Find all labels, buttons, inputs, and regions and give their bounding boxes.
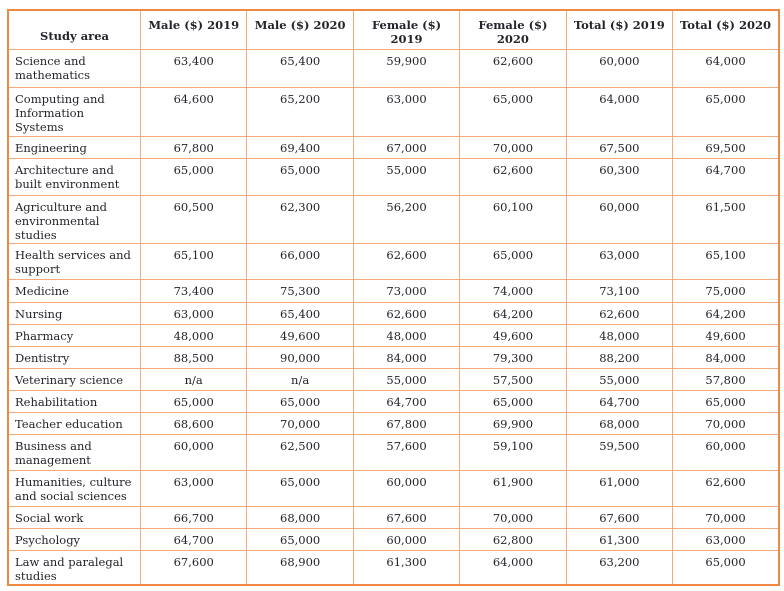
table-row: [8, 302, 779, 324]
study-area-cell: Dentistry: [8, 346, 141, 368]
value-cell: 60,000: [566, 195, 672, 243]
value-cell: 73,000: [353, 279, 459, 302]
value-cell: 62,800: [460, 528, 566, 550]
value-cell: 62,600: [460, 158, 566, 195]
value-cell: 48,000: [566, 324, 672, 346]
value-cell: 65,400: [247, 302, 353, 324]
value-cell: 65,000: [460, 390, 566, 412]
value-cell: 63,400: [141, 49, 247, 87]
study-area-cell: Science and mathematics: [8, 49, 141, 87]
value-cell: 60,000: [566, 49, 672, 87]
study-area-cell: Architecture and built environment: [8, 158, 141, 195]
value-cell: 75,300: [247, 279, 353, 302]
value-cell: 63,000: [141, 302, 247, 324]
table-row: [8, 49, 779, 87]
value-cell: 61,500: [673, 195, 779, 243]
value-cell: 65,200: [247, 87, 353, 136]
table-header: [8, 10, 779, 49]
value-cell: 65,000: [460, 243, 566, 279]
value-cell: 88,200: [566, 346, 672, 368]
value-cell: 62,600: [566, 302, 672, 324]
value-cell: 64,700: [673, 158, 779, 195]
table-row: [8, 87, 779, 136]
value-cell: 63,000: [566, 243, 672, 279]
header-row: [8, 10, 779, 49]
table-row: [8, 506, 779, 528]
study-area-cell: Psychology: [8, 528, 141, 550]
value-cell: 61,300: [353, 550, 459, 585]
value-cell: 73,400: [141, 279, 247, 302]
value-cell: 62,600: [460, 49, 566, 87]
value-cell: 65,000: [247, 390, 353, 412]
value-cell: 65,000: [141, 158, 247, 195]
value-cell: 67,600: [353, 506, 459, 528]
table-row: [8, 195, 779, 243]
value-cell: 65,000: [247, 470, 353, 506]
value-cell: 84,000: [353, 346, 459, 368]
value-cell: 84,000: [673, 346, 779, 368]
value-cell: 60,000: [353, 528, 459, 550]
value-cell: 75,000: [673, 279, 779, 302]
value-cell: 61,000: [566, 470, 672, 506]
column-header: Female ($) 2020: [460, 10, 566, 49]
value-cell: 62,300: [247, 195, 353, 243]
study-area-cell: Computing and Information Systems: [8, 87, 141, 136]
column-header: Female ($) 2019: [353, 10, 459, 49]
column-header-study-area: Study area: [8, 10, 141, 49]
study-area-cell: Rehabilitation: [8, 390, 141, 412]
value-cell: 65,100: [673, 243, 779, 279]
value-cell: 60,300: [566, 158, 672, 195]
value-cell: 60,100: [460, 195, 566, 243]
table-row: [8, 136, 779, 158]
value-cell: 59,900: [353, 49, 459, 87]
value-cell: 55,000: [353, 368, 459, 390]
study-area-cell: Social work: [8, 506, 141, 528]
column-header: Total ($) 2020: [673, 10, 779, 49]
value-cell: 64,000: [566, 87, 672, 136]
value-cell: 64,200: [673, 302, 779, 324]
value-cell: 64,600: [141, 87, 247, 136]
value-cell: 57,600: [353, 434, 459, 470]
value-cell: 64,000: [460, 550, 566, 585]
value-cell: 64,200: [460, 302, 566, 324]
value-cell: 55,000: [566, 368, 672, 390]
study-area-cell: Business and management: [8, 434, 141, 470]
value-cell: 60,000: [141, 434, 247, 470]
value-cell: 65,000: [673, 550, 779, 585]
value-cell: 49,600: [673, 324, 779, 346]
value-cell: 48,000: [353, 324, 459, 346]
table-row: [8, 550, 779, 585]
value-cell: 65,400: [247, 49, 353, 87]
table-row: [8, 243, 779, 279]
value-cell: 65,000: [673, 87, 779, 136]
value-cell: 70,000: [460, 136, 566, 158]
value-cell: 57,800: [673, 368, 779, 390]
value-cell: 70,000: [460, 506, 566, 528]
value-cell: 69,900: [460, 412, 566, 434]
study-area-cell: Pharmacy: [8, 324, 141, 346]
value-cell: 69,500: [673, 136, 779, 158]
value-cell: 68,600: [141, 412, 247, 434]
study-area-cell: Health services and support: [8, 243, 141, 279]
value-cell: 55,000: [353, 158, 459, 195]
value-cell: 62,600: [353, 302, 459, 324]
value-cell: 65,000: [141, 390, 247, 412]
value-cell: 63,000: [141, 470, 247, 506]
value-cell: 66,700: [141, 506, 247, 528]
value-cell: 73,100: [566, 279, 672, 302]
value-cell: 64,700: [566, 390, 672, 412]
value-cell: 63,000: [673, 528, 779, 550]
value-cell: 62,600: [353, 243, 459, 279]
study-area-cell: Humanities, culture and social sciences: [8, 470, 141, 506]
table-row: [8, 368, 779, 390]
value-cell: 68,000: [566, 412, 672, 434]
value-cell: 67,500: [566, 136, 672, 158]
value-cell: 69,400: [247, 136, 353, 158]
value-cell: 59,100: [460, 434, 566, 470]
table-body: [8, 49, 779, 585]
table-row: [8, 470, 779, 506]
study-area-cell: Law and paralegal studies: [8, 550, 141, 585]
value-cell: 63,200: [566, 550, 672, 585]
table-row: [8, 412, 779, 434]
value-cell: n/a: [247, 368, 353, 390]
value-cell: 65,000: [460, 87, 566, 136]
value-cell: 70,000: [673, 506, 779, 528]
value-cell: 64,700: [141, 528, 247, 550]
value-cell: 57,500: [460, 368, 566, 390]
value-cell: 48,000: [141, 324, 247, 346]
value-cell: 79,300: [460, 346, 566, 368]
value-cell: 62,500: [247, 434, 353, 470]
value-cell: 65,000: [673, 390, 779, 412]
value-cell: 60,000: [673, 434, 779, 470]
study-area-cell: Medicine: [8, 279, 141, 302]
value-cell: 56,200: [353, 195, 459, 243]
study-area-cell: Teacher education: [8, 412, 141, 434]
table-row: [8, 434, 779, 470]
study-area-cell: Agriculture and environmental studies: [8, 195, 141, 243]
study-area-cell: Veterinary science: [8, 368, 141, 390]
value-cell: 68,000: [247, 506, 353, 528]
value-cell: 64,700: [353, 390, 459, 412]
value-cell: 88,500: [141, 346, 247, 368]
study-area-cell: Nursing: [8, 302, 141, 324]
table-row: [8, 279, 779, 302]
value-cell: 67,600: [566, 506, 672, 528]
column-header: Male ($) 2019: [141, 10, 247, 49]
value-cell: 60,000: [353, 470, 459, 506]
table-row: [8, 324, 779, 346]
value-cell: 67,800: [353, 412, 459, 434]
value-cell: 90,000: [247, 346, 353, 368]
value-cell: 67,000: [353, 136, 459, 158]
value-cell: 66,000: [247, 243, 353, 279]
value-cell: 65,000: [247, 528, 353, 550]
value-cell: 62,600: [673, 470, 779, 506]
study-area-cell: Engineering: [8, 136, 141, 158]
table-row: [8, 158, 779, 195]
value-cell: 67,600: [141, 550, 247, 585]
value-cell: 68,900: [247, 550, 353, 585]
value-cell: 65,000: [247, 158, 353, 195]
value-cell: 61,900: [460, 470, 566, 506]
value-cell: 74,000: [460, 279, 566, 302]
value-cell: 67,800: [141, 136, 247, 158]
value-cell: n/a: [141, 368, 247, 390]
value-cell: 49,600: [460, 324, 566, 346]
value-cell: 59,500: [566, 434, 672, 470]
value-cell: 60,500: [141, 195, 247, 243]
value-cell: 65,100: [141, 243, 247, 279]
value-cell: 70,000: [673, 412, 779, 434]
value-cell: 61,300: [566, 528, 672, 550]
table-row: [8, 528, 779, 550]
table-row: [8, 346, 779, 368]
column-header: Male ($) 2020: [247, 10, 353, 49]
column-header: Total ($) 2019: [566, 10, 672, 49]
salary-by-study-area-table: [7, 9, 780, 586]
value-cell: 64,000: [673, 49, 779, 87]
value-cell: 70,000: [247, 412, 353, 434]
table-row: [8, 390, 779, 412]
value-cell: 63,000: [353, 87, 459, 136]
value-cell: 49,600: [247, 324, 353, 346]
